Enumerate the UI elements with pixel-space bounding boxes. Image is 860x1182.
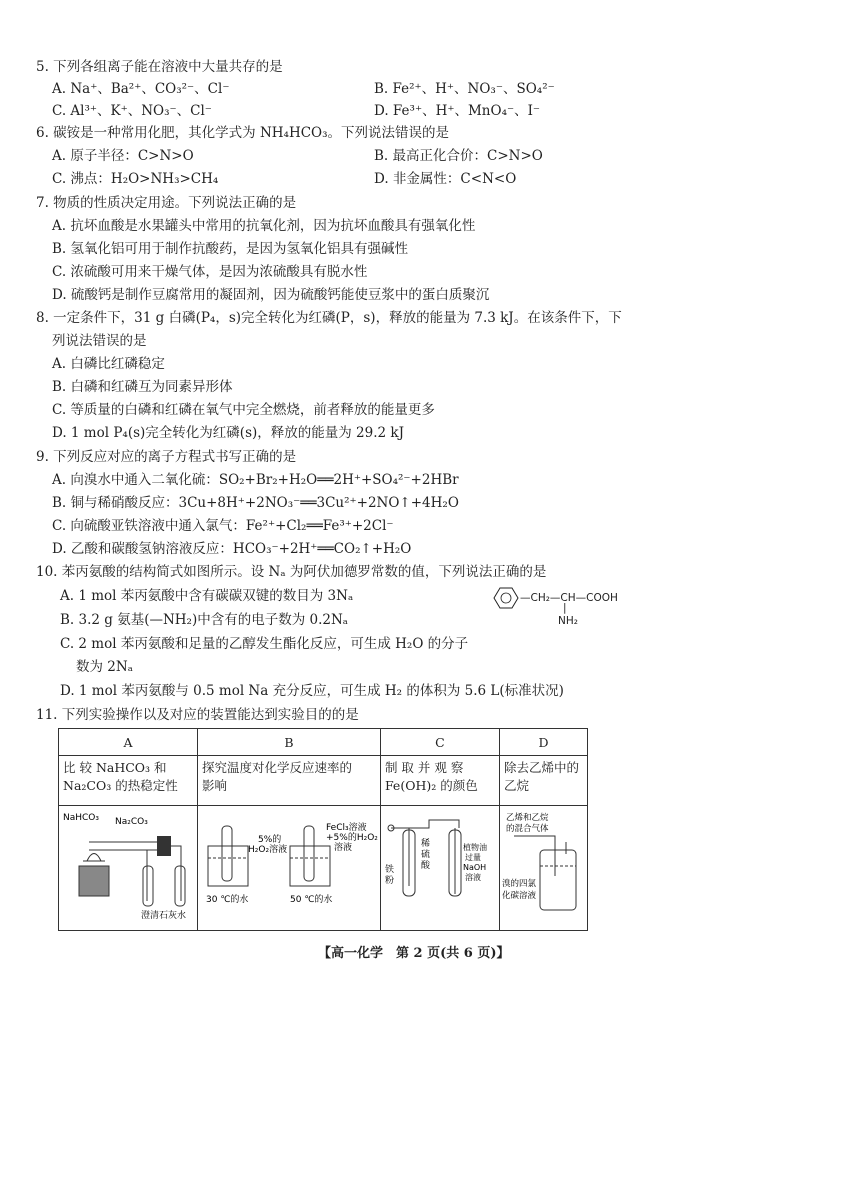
- q8-stem-line2: 列说法错误的是: [52, 333, 147, 349]
- q8-stem-line1: 8. 一定条件下，31 g 白磷(P₄，s)完全转化为红磷(P，s)，释放的能量为 7.3 kJ。在该条件下，下: [36, 310, 622, 326]
- q5-option-d: D. Fe³⁺、H⁺、MnO₄⁻、I⁻: [374, 103, 541, 119]
- svg-text:硫: 硫: [420, 850, 430, 860]
- svg-text:溴的四氯: 溴的四氯: [501, 879, 536, 889]
- svg-text:酸: 酸: [420, 861, 430, 871]
- svg-text:30 ℃的水: 30 ℃的水: [206, 895, 249, 905]
- purpose-row: [59, 756, 588, 806]
- q9-stem: 9. 下列反应对应的离子方程式书写正确的是: [36, 449, 297, 465]
- svg-text:+5%的H₂O₂: +5%的H₂O₂: [326, 833, 378, 843]
- col-header-d: D: [499, 729, 587, 756]
- q5-option-a: A. Na⁺、Ba²⁺、CO₃²⁻、Cl⁻: [52, 81, 230, 97]
- svg-text:FeCl₃溶液: FeCl₃溶液: [326, 823, 367, 833]
- q7-option-d: D. 硫酸钙是制作豆腐常用的凝固剂，因为硫酸钙能使豆浆中的蛋白质聚沉: [52, 287, 490, 303]
- q7-option-b: B. 氢氧化铝可用于制作抗酸药，是因为氢氧化铝具有强碱性: [52, 241, 409, 257]
- q7-option-a: A. 抗坏血酸是水果罐头中常用的抗氧化剂，因为抗坏血酸具有强氧化性: [52, 218, 476, 234]
- apparatus-c: [380, 806, 499, 931]
- q6-option-a: A. 原子半径：C>N>O: [52, 148, 194, 164]
- svg-text:5%的: 5%的: [258, 835, 282, 845]
- structure-chain: —CH₂—CH—COOH: [520, 592, 618, 604]
- q8-option-c: C. 等质量的白磷和红磷在氧气中完全燃烧，前者释放的能量更多: [52, 402, 435, 418]
- structure-nh2: NH₂: [558, 615, 578, 627]
- svg-text:植物油: 植物油: [462, 843, 487, 852]
- structure-bond: |: [563, 602, 567, 614]
- fe-oh2-apparatus-icon: [381, 806, 499, 926]
- q9-option-b: B. 铜与稀硝酸反应：3Cu+8H⁺+2NO₃⁻══3Cu²⁺+2NO↑+4H₂O: [52, 495, 459, 511]
- water-bath-icon: [198, 806, 378, 926]
- purpose-b: 探究温度对化学反应速率的 影响: [198, 756, 381, 806]
- apparatus-row: [59, 806, 588, 931]
- gas-washing-bottle-icon: [500, 806, 580, 926]
- svg-text:H₂O₂溶液: H₂O₂溶液: [248, 845, 288, 855]
- col-header-a: A: [59, 729, 198, 756]
- q6-option-d: D. 非金属性：C<N<O: [374, 171, 517, 187]
- q8-option-d: D. 1 mol P₄(s)完全转化为红磷(s)，释放的能量为 29.2 kJ: [52, 425, 404, 441]
- q11-stem: 11. 下列实验操作以及对应的装置能达到实验目的的是: [36, 707, 359, 723]
- page-footer: 【高一化学 第 2 页(共 6 页)】: [318, 946, 510, 961]
- svg-text:NaHCO₃: NaHCO₃: [63, 813, 99, 823]
- q9-option-c: C. 向硫酸亚铁溶液中通入氯气：Fe²⁺+Cl₂══Fe³⁺+2Cl⁻: [52, 518, 394, 534]
- q9-option-d: D. 乙酸和碳酸氢钠溶液反应：HCO₃⁻+2H⁺══CO₂↑+H₂O: [52, 541, 412, 557]
- svg-text:50 ℃的水: 50 ℃的水: [290, 895, 333, 905]
- heating-apparatus-icon: [59, 806, 197, 926]
- apparatus-d: [499, 806, 587, 931]
- q10-option-b: B. 3.2 g 氨基(—NH₂)中含有的电子数为 0.2Nₐ: [60, 612, 349, 628]
- q8-option-a: A. 白磷比红磷稳定: [52, 356, 165, 372]
- col-header-b: B: [198, 729, 381, 756]
- svg-text:过量: 过量: [464, 853, 481, 862]
- q8-option-b: B. 白磷和红磷互为同素异形体: [52, 379, 233, 395]
- svg-text:澄清石灰水: 澄清石灰水: [141, 911, 187, 921]
- q10-stem: 10. 苯丙氨酸的结构简式如图所示。设 Nₐ 为阿伏加德罗常数的值，下列说法正确的是: [36, 564, 547, 580]
- svg-text:乙烯和乙烷: 乙烯和乙烷: [505, 813, 549, 823]
- q5-option-b: B. Fe²⁺、H⁺、NO₃⁻、SO₄²⁻: [374, 81, 555, 97]
- svg-text:化碳溶液: 化碳溶液: [501, 891, 536, 901]
- q10-option-a: A. 1 mol 苯丙氨酸中含有碳碳双键的数目为 3Nₐ: [60, 588, 354, 604]
- svg-text:稀: 稀: [420, 839, 430, 849]
- svg-text:溶液: 溶液: [464, 873, 481, 882]
- q6-stem: 6. 碳铵是一种常用化肥，其化学式为 NH₄HCO₃。下列说法错误的是: [36, 125, 450, 141]
- apparatus-a: [59, 806, 198, 931]
- q10-option-d: D. 1 mol 苯丙氨酸与 0.5 mol Na 充分反应，可生成 H₂ 的体积为 5.6 L(标准状况): [60, 683, 564, 699]
- svg-text:的混合气体: 的混合气体: [505, 824, 549, 834]
- purpose-a: 比 较 NaHCO₃ 和 Na₂CO₃ 的热稳定性: [59, 756, 198, 806]
- table-header-row: [59, 729, 588, 756]
- purpose-d: 除去乙烯中的乙烷: [499, 756, 587, 806]
- svg-text:Na₂CO₃: Na₂CO₃: [115, 817, 148, 827]
- svg-text:粉: 粉: [384, 876, 394, 886]
- experiment-table: [58, 728, 588, 931]
- purpose-c: 制 取 并 观 察 Fe(OH)₂ 的颜色: [380, 756, 499, 806]
- apparatus-b: [198, 806, 381, 931]
- q5-stem: 5. 下列各组离子能在溶液中大量共存的是: [36, 59, 283, 75]
- col-header-c: C: [380, 729, 499, 756]
- q7-stem: 7. 物质的性质决定用途。下列说法正确的是: [36, 195, 297, 211]
- svg-text:NaOH: NaOH: [462, 863, 487, 872]
- q5-option-c: C. Al³⁺、K⁺、NO₃⁻、Cl⁻: [52, 103, 212, 119]
- q9-option-a: A. 向溴水中通入二氧化硫：SO₂+Br₂+H₂O══2H⁺+SO₄²⁻+2HBr: [52, 472, 459, 488]
- q10-option-c-line1: C. 2 mol 苯丙氨酸和足量的乙醇发生酯化反应，可生成 H₂O 的分子: [60, 636, 469, 652]
- q6-option-b: B. 最高正化合价：C>N>O: [374, 148, 543, 164]
- svg-text:铁: 铁: [384, 865, 394, 875]
- svg-text:溶液: 溶液: [334, 843, 353, 853]
- q6-option-c: C. 沸点：H₂O>NH₃>CH₄: [52, 171, 219, 187]
- q10-option-c-line2: 数为 2Nₐ: [76, 659, 133, 675]
- q7-option-c: C. 浓硫酸可用来干燥气体，是因为浓硫酸具有脱水性: [52, 264, 368, 280]
